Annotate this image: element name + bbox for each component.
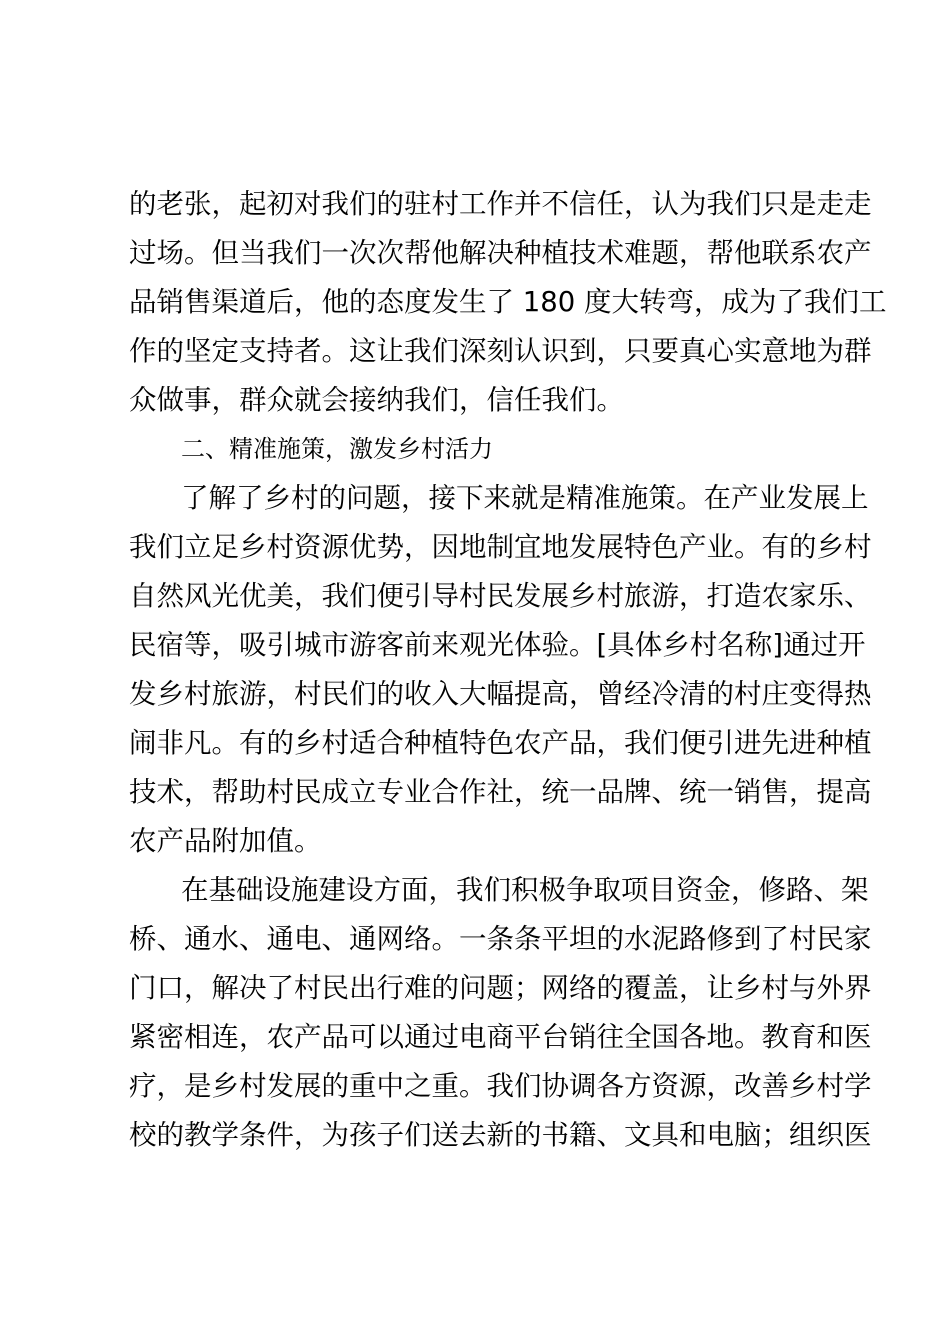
paragraph-first-line: 了解了乡村的问题，接下来就是精准施策。在产业发展上 <box>181 482 869 514</box>
text-line: 桥、通水、通电、通网络。一条条平坦的水泥路修到了村民家 <box>129 923 872 955</box>
text-line: 的老张，起初对我们的驻村工作并不信任，认为我们只是走走 <box>129 188 872 220</box>
text-line: 作的坚定支持者。这让我们深刻认识到，只要真心实意地为群 <box>129 335 872 367</box>
text-line: 疗，是乡村发展的重中之重。我们协调各方资源，改善乡村学 <box>129 1070 872 1102</box>
paragraph-first-line: 在基础设施建设方面，我们积极争取项目资金，修路、架 <box>181 874 869 906</box>
text-line: 众做事，群众就会接纳我们，信任我们。 <box>129 384 624 416</box>
text-line: 农产品附加值。 <box>129 825 322 857</box>
text-line: 我们立足乡村资源优势，因地制宜地发展特色产业。有的乡村 <box>129 531 872 563</box>
section-heading: 二、精准施策，激发乡村活力 <box>181 435 493 463</box>
text-line: 闹非凡。有的乡村适合种植特色农产品，我们便引进先进种植 <box>129 727 872 759</box>
text-line: 校的教学条件，为孩子们送去新的书籍、文具和电脑；组织医 <box>129 1119 872 1151</box>
text-line: 民宿等，吸引城市游客前来观光体验。[具体乡村名称]通过开 <box>129 629 866 661</box>
text-line: 自然风光优美，我们便引导村民发展乡村旅游，打造农家乐、 <box>129 580 872 612</box>
text-line: 技术，帮助村民成立专业合作社，统一品牌、统一销售，提高 <box>129 776 872 808</box>
text-line: 过场。但当我们一次次帮他解决种植技术难题，帮他联系农产 <box>129 237 872 269</box>
text-line: 发乡村旅游，村民们的收入大幅提高，曾经冷清的村庄变得热 <box>129 678 872 710</box>
text-line: 品销售渠道后，他的态度发生了 180 度大转弯，成为了我们工 <box>129 286 887 318</box>
text-line: 紧密相连，农产品可以通过电商平台销往全国各地。教育和医 <box>129 1021 872 1053</box>
text-line: 门口，解决了村民出行难的问题；网络的覆盖，让乡村与外界 <box>129 972 872 1004</box>
